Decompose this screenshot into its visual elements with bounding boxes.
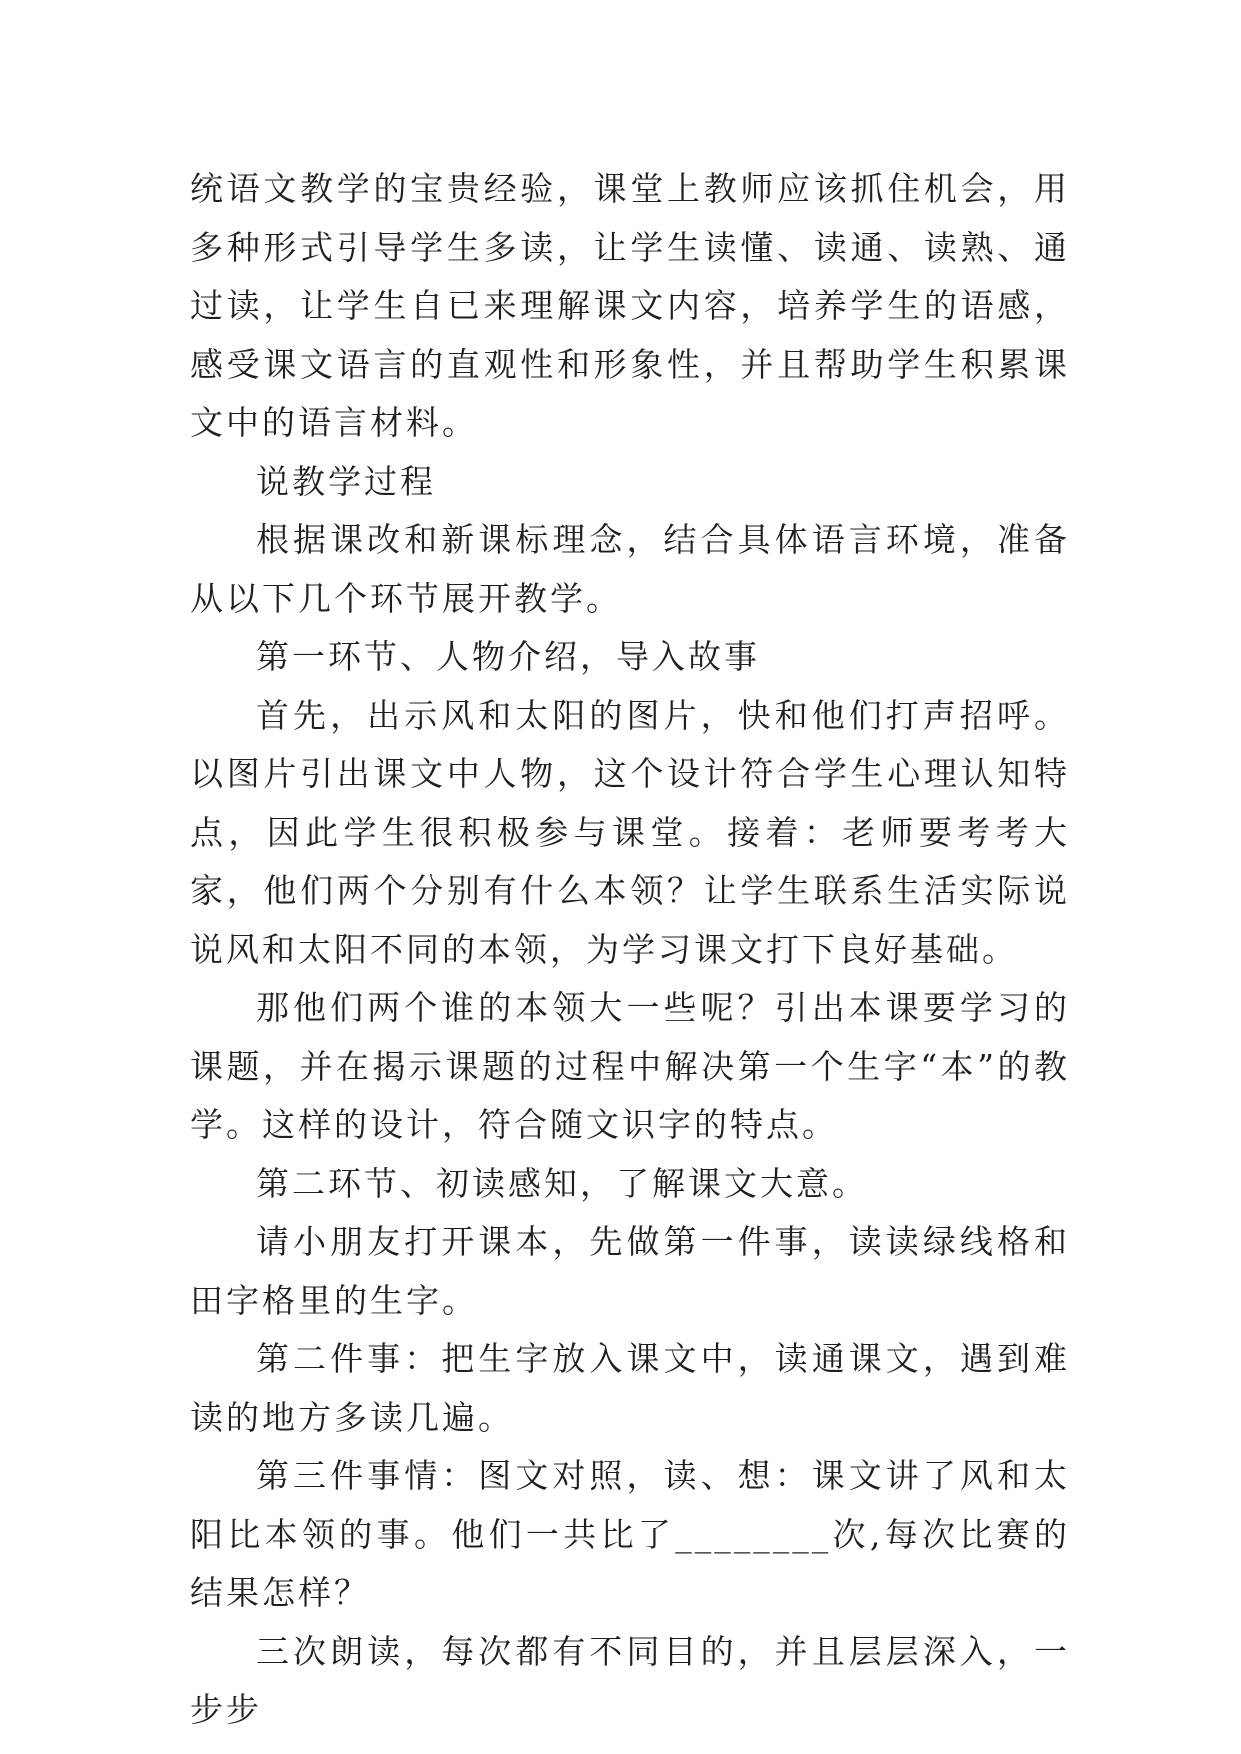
paragraph: 根据课改和新课标理念，结合具体语言环境，准备从以下几个环节展开教学。 xyxy=(190,520,1070,618)
paragraph: 首先，出示风和太阳的图片，快和他们打声招呼。以图片引出课文中人物，这个设计符合学生心理认知特点，因此学生很积极参与课堂。接着：老师要考考大家，他们两个分别有什么本领？让学生联系生活实际说说风和太阳不同的本领，为学习课文打下良好基础。 xyxy=(190,695,1070,969)
paragraph: 第二件事：把生字放入课文中，读通课文，遇到难读的地方多读几遍。 xyxy=(190,1339,1070,1437)
paragraph-text-before-blank: 第三件事情：图文对照，读、想：课文讲了风和太阳比本领的事。他们一共比了 xyxy=(190,1456,1070,1554)
section-heading: 说教学过程 xyxy=(256,461,436,501)
fill-in-blank: ________ xyxy=(675,1514,832,1554)
section-heading: 第一环节、人物介绍，导入故事 xyxy=(256,637,760,676)
paragraph: 那他们两个谁的本领大一些呢？引出本课要学习的课题，并在揭示课题的过程中解决第一个生字“本”的教学。这样的设计，符合随文识字的特点。 xyxy=(190,988,1070,1144)
paragraph: 统语文教学的宝贵经验，课堂上教师应该抓住机会，用多种形式引导学生多读，让学生读懂、读通、读熟、通过读，让学生自已来理解课文内容，培养学生的语感，感受课文语言的直观性和形象性，并且帮助学生积累课文中的语言材料。 xyxy=(190,169,1070,442)
paragraph: 三次朗读，每次都有不同目的，并且层层深入，一步步 xyxy=(190,1631,1070,1729)
section-heading: 第二环节、初读感知，了解课文大意。 xyxy=(256,1163,868,1203)
paragraph-with-blank xyxy=(190,1447,1070,1623)
paragraph-text-after-blank: 次,每次比赛的结果怎样？ xyxy=(190,1514,1070,1612)
document-body xyxy=(190,160,1070,1740)
paragraph: 请小朋友打开课本，先做第一件事，读读绿线格和田字格里的生字。 xyxy=(190,1222,1070,1320)
